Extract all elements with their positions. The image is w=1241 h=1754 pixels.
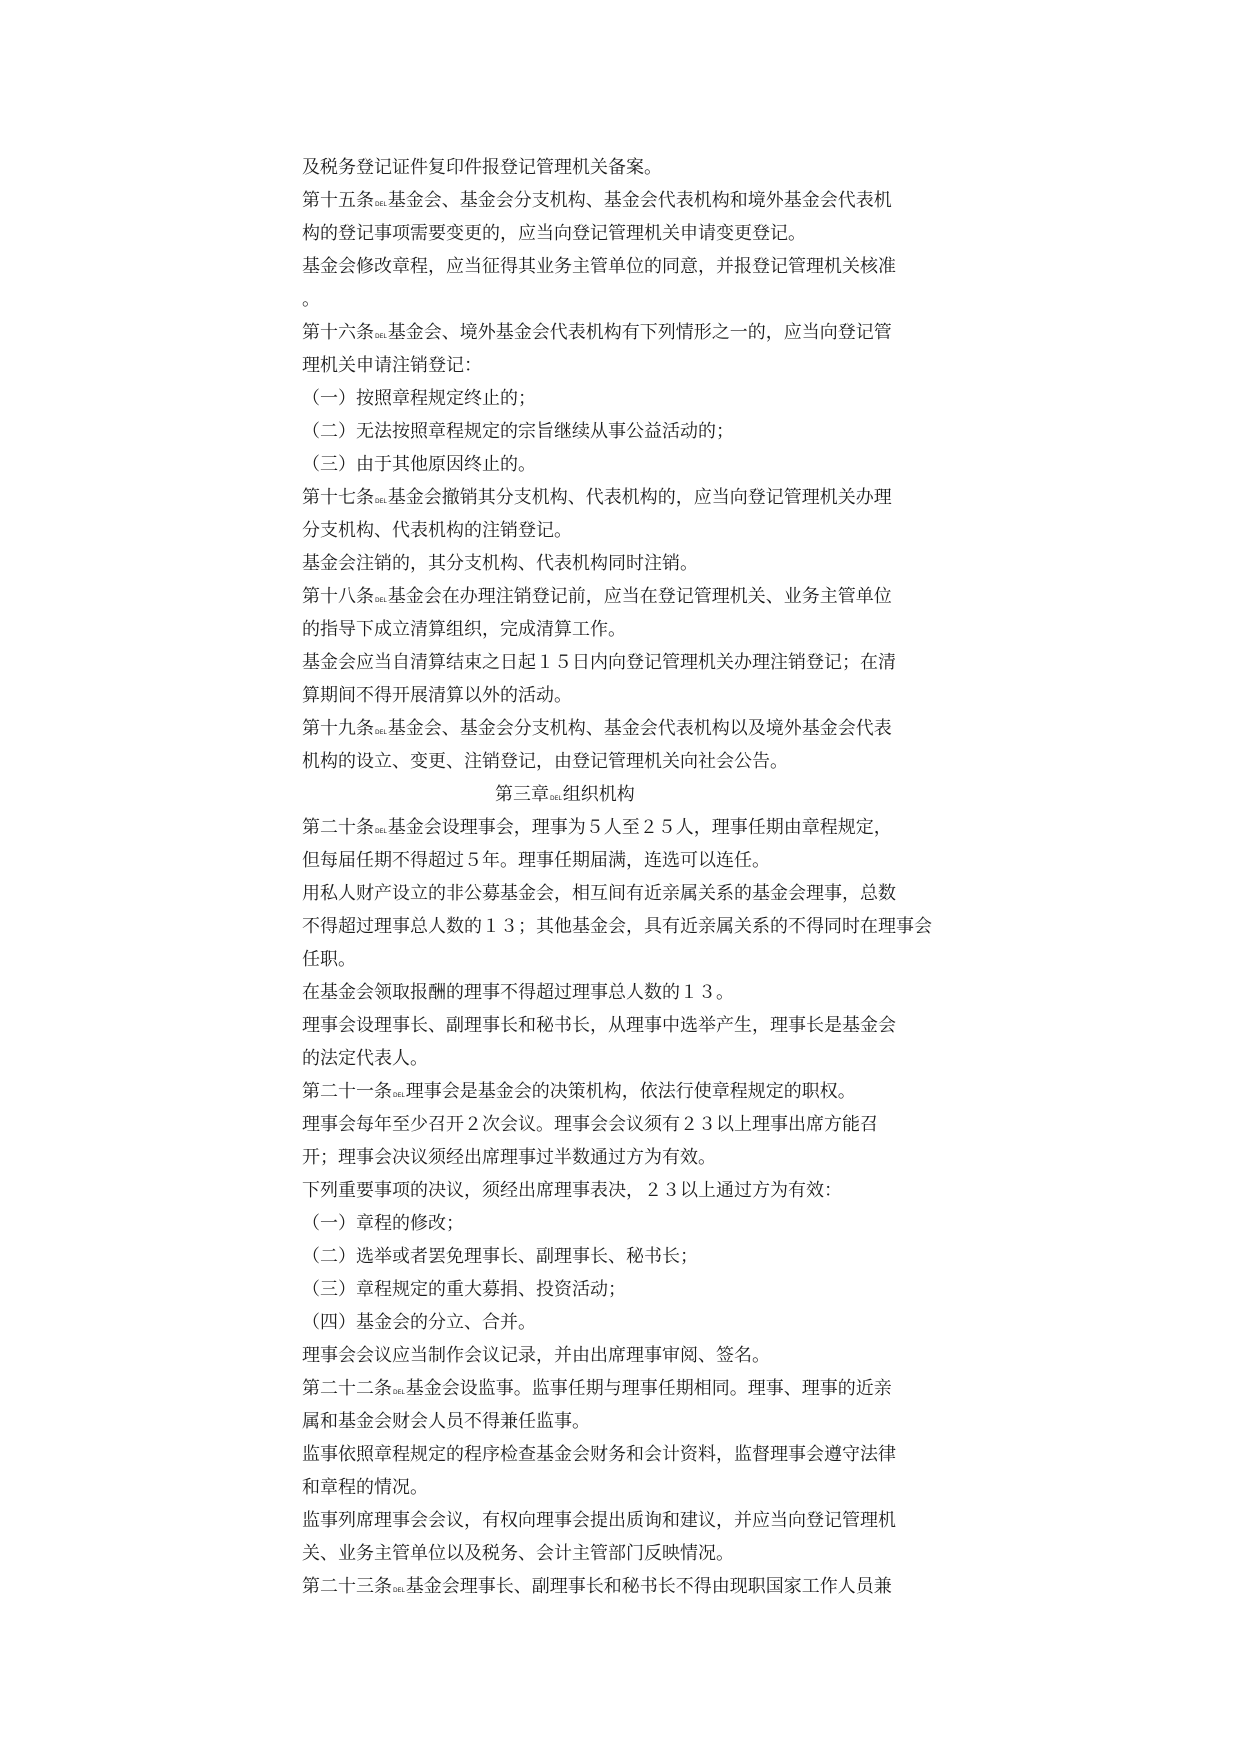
- text-line: [302, 184, 962, 217]
- text-line: 关、业务主管单位以及税务、会计主管部门反映情况。: [302, 1543, 734, 1564]
- article-text: 基金会在办理注销登记前，应当在登记管理机关、业务主管单位: [387, 586, 892, 607]
- del-mark: DEL: [375, 729, 387, 736]
- text-line: （一）章程的修改；: [302, 1213, 464, 1234]
- text-line: 理事会每年至少召开２次会议。理事会会议须有２３以上理事出席方能召: [302, 1114, 878, 1135]
- article-number: 第二十条: [302, 817, 374, 838]
- text-line: 监事依照章程规定的程序检查基金会财务和会计资料，监督理事会遵守法律: [302, 1444, 896, 1465]
- text-line: 构的登记事项需要变更的，应当向登记管理机关申请变更登记。: [302, 223, 806, 244]
- text-line: [302, 811, 962, 844]
- del-mark: DEL: [375, 498, 387, 505]
- text-line: 用私人财产设立的非公募基金会，相互间有近亲属关系的基金会理事，总数: [302, 883, 896, 904]
- article-text: 基金会、基金会分支机构、基金会代表机构和境外基金会代表机: [387, 190, 892, 211]
- text-line: 基金会修改章程，应当征得其业务主管单位的同意，并报登记管理机关核准: [302, 256, 896, 277]
- text-line: [302, 1570, 962, 1603]
- text-line: 基金会应当自清算结束之日起１５日内向登记管理机关办理注销登记；在清: [302, 652, 896, 673]
- article-number: 第二十三条: [302, 1576, 392, 1597]
- del-mark: DEL: [550, 795, 562, 802]
- text-line: 任职。: [302, 949, 356, 970]
- text-line: （二）选举或者罢免理事长、副理事长、秘书长；: [302, 1246, 698, 1267]
- text-line: [302, 1372, 962, 1405]
- text-line: 算期间不得开展清算以外的活动。: [302, 685, 572, 706]
- del-mark: DEL: [393, 1587, 405, 1594]
- article-text: 理事会是基金会的决策机构，依法行使章程规定的职权。: [405, 1081, 856, 1102]
- chapter-heading: [302, 778, 962, 811]
- text-line: 和章程的情况。: [302, 1477, 428, 1498]
- text-line: 及税务登记证件复印件报登记管理机关备案。: [302, 157, 662, 178]
- article-number: 第二十一条: [302, 1081, 392, 1102]
- text-line: 但每届任期不得超过５年。理事任期届满，连选可以连任。: [302, 850, 770, 871]
- article-number: 第十七条: [302, 487, 374, 508]
- text-line: 开；理事会决议须经出席理事过半数通过方为有效。: [302, 1147, 716, 1168]
- del-mark: DEL: [375, 333, 387, 340]
- text-line: 理事会设理事长、副理事长和秘书长，从理事中选举产生，理事长是基金会: [302, 1015, 896, 1036]
- article-number: 第十五条: [302, 190, 374, 211]
- del-mark: DEL: [393, 1092, 405, 1099]
- text-line: 。: [302, 289, 320, 310]
- article-text: 基金会撤销其分支机构、代表机构的，应当向登记管理机关办理: [387, 487, 892, 508]
- text-line: 监事列席理事会会议，有权向理事会提出质询和建议，并应当向登记管理机: [302, 1510, 896, 1531]
- text-line: 的指导下成立清算组织，完成清算工作。: [302, 619, 626, 640]
- text-line: 在基金会领取报酬的理事不得超过理事总人数的１３。: [302, 982, 734, 1003]
- del-mark: DEL: [393, 1389, 405, 1396]
- text-line: 理事会会议应当制作会议记录，并由出席理事审阅、签名。: [302, 1345, 770, 1366]
- text-line: （三）章程规定的重大募捐、投资活动；: [302, 1279, 626, 1300]
- article-number: 第十六条: [302, 322, 374, 343]
- article-text: 基金会设监事。监事任期与理事任期相同。理事、理事的近亲: [405, 1378, 892, 1399]
- text-line: （四）基金会的分立、合并。: [302, 1312, 536, 1333]
- text-line: 不得超过理事总人数的１３；其他基金会，具有近亲属关系的不得同时在理事会: [302, 916, 932, 937]
- text-line: 理机关申请注销登记：: [302, 355, 482, 376]
- text-line: （二）无法按照章程规定的宗旨继续从事公益活动的；: [302, 421, 734, 442]
- article-number: 第二十二条: [302, 1378, 392, 1399]
- text-line: 分支机构、代表机构的注销登记。: [302, 520, 572, 541]
- text-line: [302, 712, 962, 745]
- article-number: 第十九条: [302, 718, 374, 739]
- article-text: 基金会、境外基金会代表机构有下列情形之一的，应当向登记管: [387, 322, 892, 343]
- del-mark: DEL: [375, 828, 387, 835]
- text-line: 属和基金会财会人员不得兼任监事。: [302, 1411, 590, 1432]
- text-line: [302, 316, 962, 349]
- del-mark: DEL: [375, 201, 387, 208]
- text-line: 基金会注销的，其分支机构、代表机构同时注销。: [302, 553, 698, 574]
- text-line: [302, 580, 962, 613]
- text-line: 下列重要事项的决议，须经出席理事表决，２３以上通过方为有效：: [302, 1180, 842, 1201]
- text-line: （三）由于其他原因终止的。: [302, 454, 536, 475]
- del-mark: DEL: [375, 597, 387, 604]
- article-text: 组织机构: [562, 784, 635, 805]
- article-text: 基金会理事长、副理事长和秘书长不得由现职国家工作人员兼: [405, 1576, 892, 1597]
- text-line: [302, 481, 962, 514]
- text-line: （一）按照章程规定终止的；: [302, 388, 536, 409]
- article-text: 基金会、基金会分支机构、基金会代表机构以及境外基金会代表: [387, 718, 892, 739]
- article-text: 基金会设理事会，理事为５人至２５人，理事任期由章程规定，: [387, 817, 892, 838]
- article-number: 第十八条: [302, 586, 374, 607]
- text-line: [302, 1075, 962, 1108]
- article-number: 第三章: [495, 784, 549, 805]
- text-line: 机构的设立、变更、注销登记，由登记管理机关向社会公告。: [302, 751, 788, 772]
- document-body: [302, 151, 962, 1603]
- text-line: 的法定代表人。: [302, 1048, 428, 1069]
